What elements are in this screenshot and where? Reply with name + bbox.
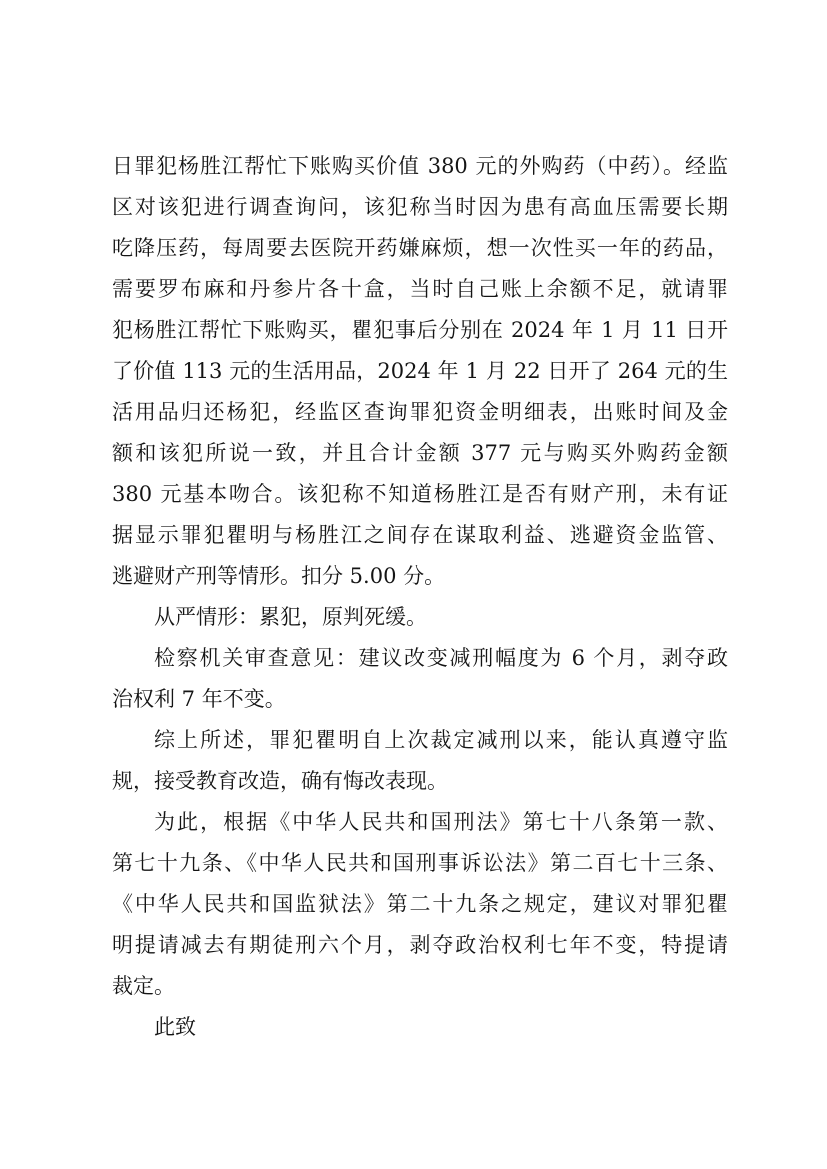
text-line: 380 元基本吻合。该犯称不知道杨胜江是否有财产刑，未有证 [112, 482, 728, 506]
text-line: 日罪犯杨胜江帮忙下账购买价值 380 元的外购药（中药）。经监 [112, 154, 728, 178]
text-line: 裁定。 [112, 974, 175, 998]
text-line: 《中华人民共和国监狱法》第二十九条之规定，建议对罪犯瞿 [112, 892, 728, 916]
text-line: 第七十九条、《中华人民共和国刑事诉讼法》第二百七十三条、 [112, 851, 728, 875]
text-line: 从严情形：累犯，原判死缓。 [154, 605, 427, 629]
text-line: 规，接受教育改造，确有悔改表现。 [112, 769, 448, 793]
text-line: 了价值 113 元的生活用品，2024 年 1 月 22 日开了 264 元的生 [112, 359, 728, 383]
text-line: 逃避财产刑等情形。扣分 5.00 分。 [112, 564, 446, 588]
text-line: 为此，根据《中华人民共和国刑法》第七十八条第一款、 [154, 810, 728, 834]
text-line: 吃降压药，每周要去医院开药嫌麻烦，想一次性买一年的药品， [112, 236, 728, 260]
text-line: 需要罗布麻和丹参片各十盒，当时自己账上余额不足，就请罪 [112, 277, 728, 301]
text-line: 明提请减去有期徒刑六个月，剥夺政治权利七年不变，特提请 [112, 933, 728, 957]
text-line: 活用品归还杨犯，经监区查询罪犯资金明细表，出账时间及金 [112, 400, 728, 424]
text-line: 此致 [154, 1015, 196, 1039]
text-line: 区对该犯进行调查询问，该犯称当时因为患有高血压需要长期 [112, 195, 728, 219]
text-line: 额和该犯所说一致，并且合计金额 377 元与购买外购药金额 [112, 441, 728, 465]
text-line: 综上所述，罪犯瞿明自上次裁定减刑以来，能认真遵守监 [154, 728, 728, 752]
text-line: 治权利 7 年不变。 [112, 687, 286, 711]
text-line: 检察机关审查意见：建议改变减刑幅度为 6 个月，剥夺政 [154, 646, 728, 670]
text-line: 犯杨胜江帮忙下账购买，瞿犯事后分别在 2024 年 1 月 11 日开 [112, 318, 728, 342]
text-line: 据显示罪犯瞿明与杨胜江之间存在谋取利益、逃避资金监管、 [112, 523, 728, 547]
